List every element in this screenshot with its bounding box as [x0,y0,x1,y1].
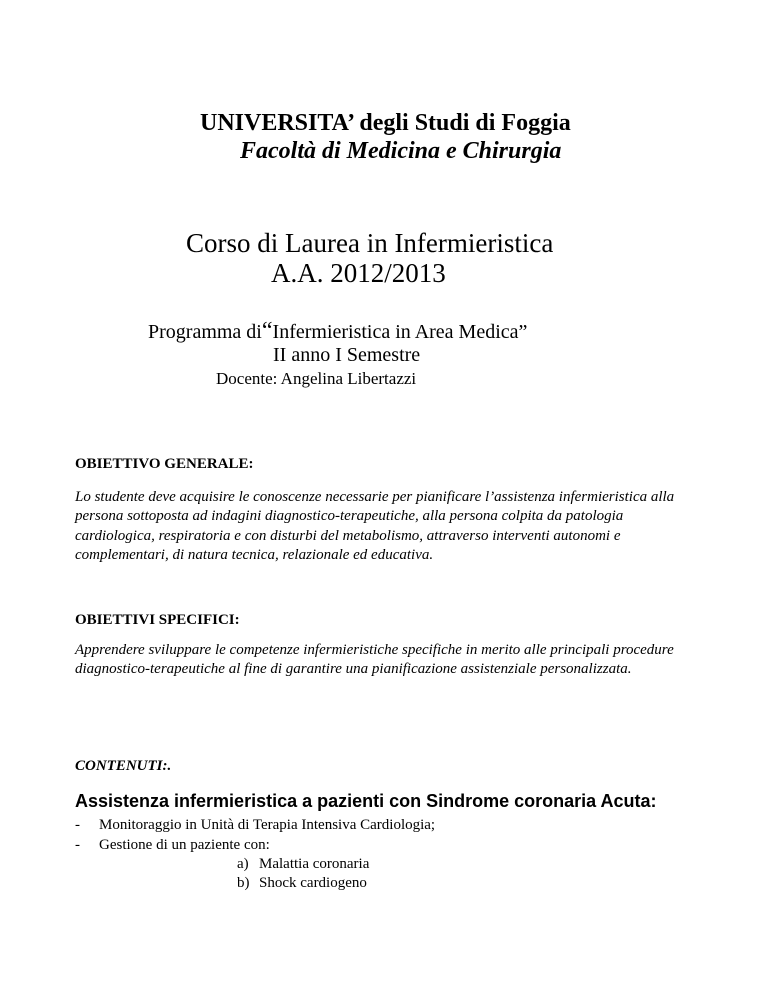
program-open-quote: “ [261,318,273,344]
list-item [75,817,435,834]
sub-list-item [237,856,369,873]
teacher-name: Docente: Angelina Libertazzi [216,369,417,388]
bullet-dash: - [75,817,80,833]
academic-year: A.A. 2012/2013 [271,258,446,288]
sub-list-marker: b) [237,875,250,891]
list-item [75,837,270,854]
contents-heading: CONTENUTI:. [75,758,172,774]
sub-list-text: Malattia coronaria [259,856,370,872]
sub-list-item [237,875,367,892]
program-line [148,318,527,345]
contents-section-title: Assistenza infermieristica a pazienti con Sindrome coronaria Acuta: [75,791,657,811]
university-title: UNIVERSITA’ degli Studi di Foggia [200,110,571,136]
program-title: Infermieristica in Area Medica” [272,321,528,343]
faculty-title: Facoltà di Medicina e Chirurgia [240,138,562,164]
sub-list-text: Shock cardiogeno [259,875,367,891]
course-title: Corso di Laurea in Infermieristica [186,228,554,258]
bullet-dash: - [75,837,80,853]
list-item-text: Monitoraggio in Unità di Terapia Intensiva Cardiologia; [99,817,436,833]
sub-list-marker: a) [237,856,249,872]
specific-objectives-text: Apprendere sviluppare le competenze infermieristiche specifiche in merito alle principali procedure diagnostico-terapeutiche al fine di garantire una pianificazione assistenziale personalizzata. [75,642,674,678]
general-objective-text: Lo studente deve acquisire le conoscenze necessarie per pianificare l’assistenza infermieristica alla persona sottoposta ad indagini diagnostico-terapeutiche, alla persona colpita da patologia cardiologica, respiratoria e con disturbi del metabolismo, attraverso interventi autonomi e complementari, di natura tecnica, relazionale ed educativa. [75,489,675,564]
list-item-text: Gestione di un paziente con: [99,837,270,853]
program-prefix: Programma di [148,321,262,343]
general-objective-heading: OBIETTIVO GENERALE: [75,456,254,472]
specific-objectives-heading: OBIETTIVI SPECIFICI: [75,612,240,628]
year-semester: II anno I Semestre [273,344,421,366]
